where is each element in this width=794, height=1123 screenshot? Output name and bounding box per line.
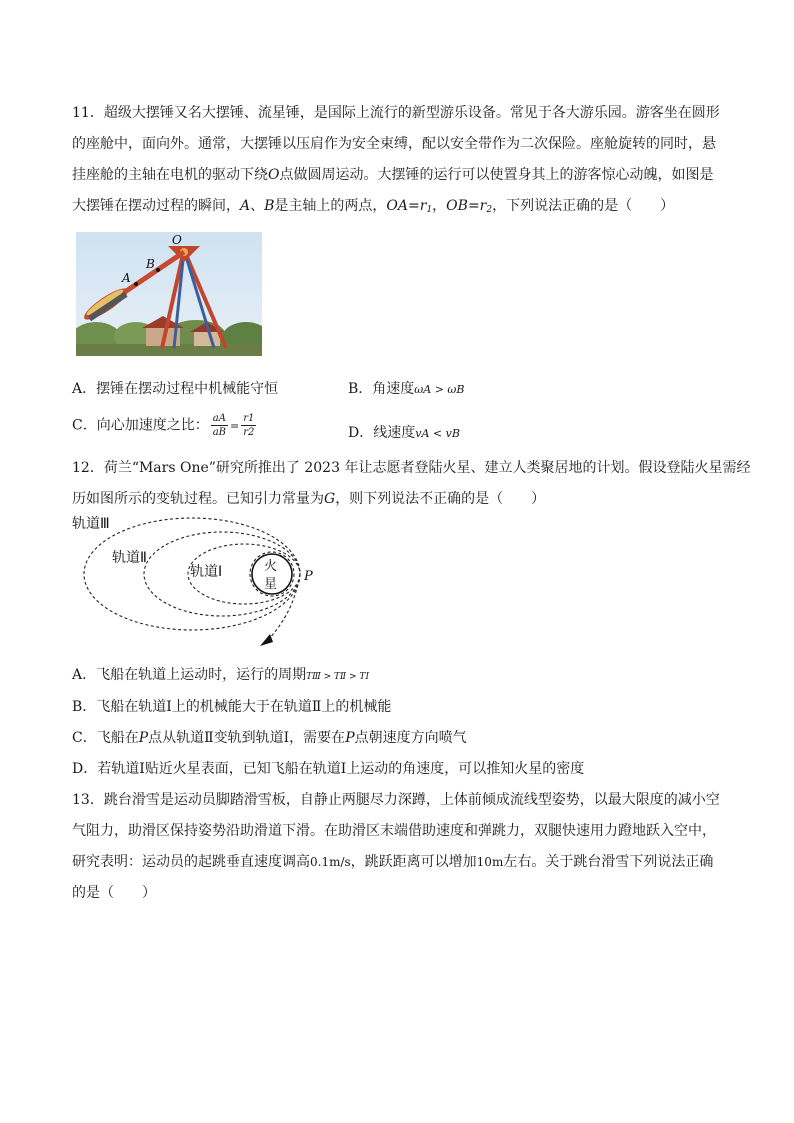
q13-line-3-b: ，跳跃距离可以增加 bbox=[350, 854, 477, 870]
frac-r-den: r2 bbox=[243, 427, 255, 438]
q12-option-d[interactable]: D．若轨道Ⅰ贴近火星表面，已知飞船在轨道Ⅰ上运动的角速度，可以推知火星的密度 bbox=[72, 761, 585, 777]
q12-option-a[interactable] bbox=[72, 664, 369, 684]
q11-line-2: 的座舱中，面向外。通常，大摆锤以压肩作为安全束缚，配以安全带作为二次保险。座舱旋转的同时，悬 bbox=[72, 136, 716, 152]
q12-line-1: 12．荷兰“Mars One”研究所推出了 2023 年让志愿者登陆火星、建立人类聚居地的计划。假设登陆火星需经 bbox=[72, 460, 751, 476]
q12-option-c-p2: P bbox=[345, 730, 355, 746]
ob-sub: 2 bbox=[486, 205, 493, 215]
fraction-a bbox=[211, 412, 228, 439]
q11-comma: ， bbox=[432, 198, 447, 214]
frac-r-num: r1 bbox=[243, 413, 255, 424]
orbit-diagram bbox=[72, 512, 332, 654]
point-b-label: B bbox=[264, 198, 275, 214]
photo-label-b: B bbox=[146, 257, 155, 271]
q13-line-3-a: 研究表明：运动员的起跳垂直速度调高 bbox=[72, 854, 310, 870]
q11-line-3-a: 挂座舱的主轴在电机的驱动下绕 bbox=[72, 167, 268, 183]
orbit-3-label: 轨道Ⅲ bbox=[72, 516, 110, 532]
q11-option-d-formula: vA < vB bbox=[415, 427, 460, 440]
point-p-label: P bbox=[304, 569, 313, 584]
frac-a-den: aB bbox=[212, 427, 227, 438]
point-o-label: O bbox=[268, 167, 280, 183]
q12-option-c-p1: P bbox=[138, 730, 149, 746]
point-a-label: A bbox=[240, 198, 251, 214]
q11-line-3-b: 点做圆周运动。大摆锤的运行可以使置身其上的游客惊心动魄，如图是 bbox=[279, 167, 714, 183]
q12-option-b[interactable]: B．飞船在轨道Ⅰ上的机械能大于在轨道Ⅱ上的机械能 bbox=[72, 699, 392, 715]
q12-line-2-a: 历如图所示的变轨过程。已知引力常量为 bbox=[72, 491, 324, 507]
q11-line-4-c: ，下列说法正确的是（ ） bbox=[492, 198, 675, 214]
fraction-r bbox=[241, 412, 256, 439]
frac-a-num: aA bbox=[211, 412, 228, 426]
q12-option-c-a: C．飞船在 bbox=[72, 730, 139, 746]
q12-option-c-b: 点从轨道Ⅱ变轨到轨道Ⅰ，需要在 bbox=[148, 730, 346, 746]
mars-label-top: 火 bbox=[264, 559, 278, 574]
q11-option-a[interactable]: A．摆锤在摆动过程中机械能守恒 bbox=[72, 381, 279, 397]
q11-line-4 bbox=[72, 195, 674, 215]
q13-line-3 bbox=[72, 851, 713, 871]
q13-line-1: 13．跳台滑雪是运动员脚踏滑雪板，自静止两腿尽力深蹲，上体前倾成流线型姿势，以最大限度的减小空 bbox=[72, 792, 720, 808]
photo-label-a: A bbox=[122, 271, 131, 285]
q13-line-2: 气阻力，助滑区保持姿势沿助滑道下滑。在助滑区末端借助速度和弹跳力，双腿快速用力蹬地跃入空中， bbox=[72, 823, 716, 839]
oa-sub: 1 bbox=[426, 205, 433, 215]
q12-option-c-c: 点朝速度方向喷气 bbox=[354, 730, 467, 746]
q11-line-3 bbox=[72, 164, 713, 184]
q12-option-c[interactable] bbox=[72, 727, 467, 747]
oa-formula: OA=r bbox=[386, 198, 427, 214]
photo-label-o: O bbox=[172, 233, 182, 247]
q11-sep: 、 bbox=[250, 198, 265, 214]
q11-line-4-a: 大摆锤在摆动过程的瞬间， bbox=[72, 198, 240, 214]
q11-option-b-label: B．角速度 bbox=[348, 381, 415, 397]
constant-g: G bbox=[324, 491, 336, 507]
q11-line-4-b: 是主轴上的两点， bbox=[274, 198, 387, 214]
pendulum-ride-photo bbox=[76, 232, 262, 356]
q12-option-a-formula: TⅢ > TⅡ > TⅠ bbox=[306, 672, 369, 682]
ob-formula: OB=r bbox=[446, 198, 487, 214]
speed-value: 0.1m/s bbox=[310, 855, 351, 869]
mars-label-bottom: 星 bbox=[264, 577, 278, 592]
q12-line-2-b: ，则下列说法不正确的是（ ） bbox=[335, 491, 546, 507]
q11-line-1: 11．超级大摆锤又名大摆锤、流星锤，是国际上流行的新型游乐设备。常见于各大游乐园。游客坐在圆形 bbox=[72, 105, 720, 121]
q12-option-a-label: A．飞船在轨道上运动时，运行的周期 bbox=[72, 667, 307, 683]
q11-option-c-label: C．向心加速度之比： bbox=[72, 417, 209, 434]
q13-line-4: 的是（ ） bbox=[72, 885, 156, 901]
q11-option-c[interactable] bbox=[72, 412, 258, 439]
q12-line-2 bbox=[72, 488, 545, 508]
q11-option-b-formula: ωA > ωB bbox=[414, 383, 465, 396]
equals-sign: = bbox=[230, 419, 240, 433]
orbit-2-label: 轨道Ⅱ bbox=[112, 550, 147, 566]
distance-value: 10m bbox=[476, 855, 504, 869]
q11-option-d-label: D．线速度 bbox=[348, 425, 416, 441]
orbit-1-label: 轨道Ⅰ bbox=[190, 564, 223, 580]
q13-line-3-c: 左右。关于跳台滑雪下列说法正确 bbox=[503, 854, 714, 870]
q11-option-b[interactable] bbox=[348, 378, 464, 398]
q11-option-d[interactable] bbox=[348, 422, 460, 442]
